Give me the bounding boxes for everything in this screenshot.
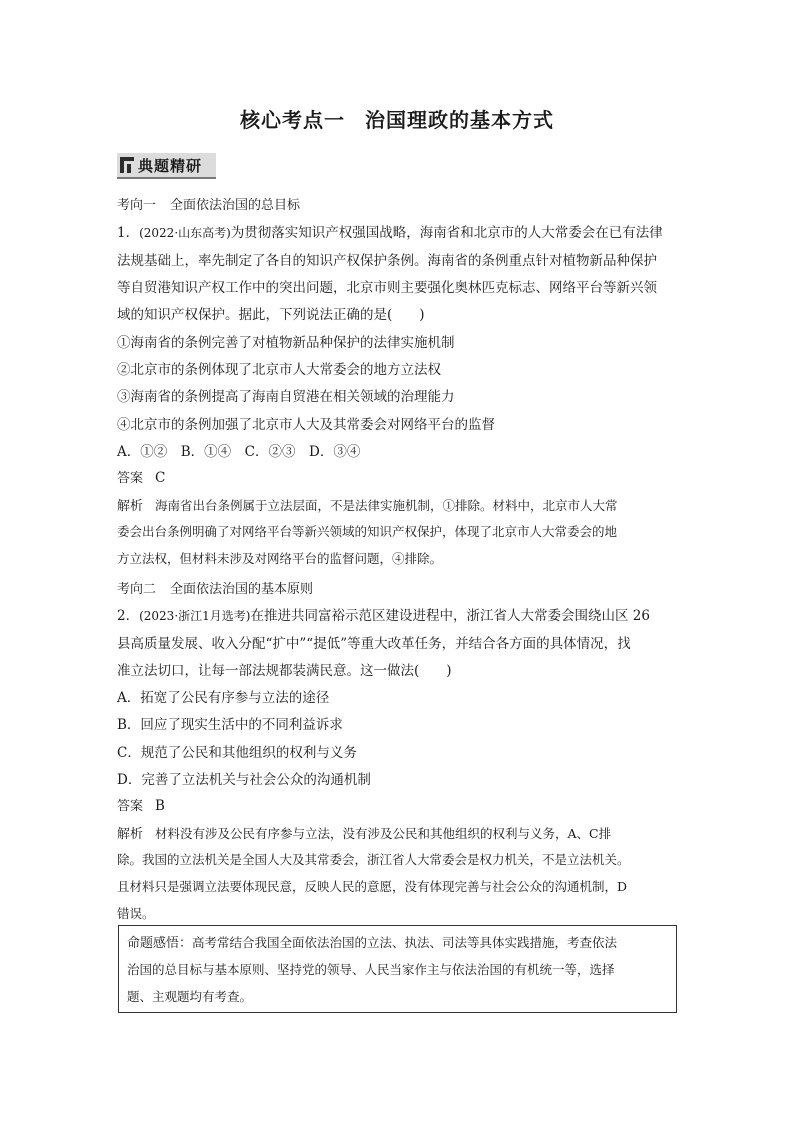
q2-heading: 考向二 全面依法治国的基本原则 (117, 582, 314, 597)
section-underline (117, 177, 216, 179)
q1-statement: ①海南省的条例完善了对植物新品种保护的法律实施机制 (117, 335, 455, 351)
q1-statement: ②北京市的条例体现了北京市人大常委会的地方立法权 (117, 362, 441, 378)
q1-statement: ③海南省的条例提高了海南自贸港在相关领域的治理能力 (117, 389, 455, 405)
title-part2: 治国理政的基本方式 (365, 108, 554, 132)
q1-number: 1． (117, 225, 140, 241)
q1-stem-line: 域的知识产权保护。据此，下列说法正确的是( ) (117, 307, 425, 323)
q2-analysis-line: 除。我国的立法机关是全国人大及其常委会，浙江省人大常委会是权力机关，不是立法机关。 (117, 852, 630, 867)
q1-stem-line: 法规基础上，率先制定了各自的知识产权保护条例。海南省的条例重点针对植物新品种保护 (117, 253, 657, 269)
q2-source: (2023·浙江1月选考) (139, 609, 251, 623)
q1-answer: 答案 C (117, 470, 166, 486)
q1-stem-line: 1．(2022·山东高考)为贯彻落实知识产权强国战略，海南省和北京市的人大常委会在已有法律 (117, 225, 663, 241)
q1-options: A．①② B．①④ C．②③ D．③④ (117, 444, 361, 460)
q2-analysis-line: 解析 材料没有涉及公民有序参与立法，没有涉及公民和其他组织的权利与义务，A、C排 (117, 826, 612, 842)
q1-analysis-line: 方立法权，但材料未涉及对网络平台的监督问题，④排除。 (117, 551, 443, 566)
insight-label: 命题感悟： (127, 936, 193, 951)
q2-option: D．完善了立法机关与社会公众的沟通机制 (117, 772, 371, 788)
page-title (0, 104, 794, 133)
q2-analysis-line: 且材料只是强调立法要体现民意，反映人民的意愿，没有体现完善与社会公众的沟通机制，D (117, 879, 628, 894)
q2-answer: 答案 B (117, 798, 165, 814)
q2-option: B．回应了现实生活中的不同利益诉求 (117, 717, 343, 733)
q1-analysis-line: 委会出台条例明确了对网络平台等新兴领域的知识产权保护，体现了北京市人大常委会的地 (117, 524, 618, 539)
q1-heading: 考向一 全面依法治国的总目标 (117, 198, 301, 213)
q2-stem-line: 准立法切口，让每一部法规都装满民意。这一做法( ) (117, 663, 452, 679)
section-label: 典题精研 (138, 157, 203, 175)
q2-stem-line: 县高质量发展、收入分配“扩中”“提低”等重大改革任务，并结合各方面的具体情况，找 (117, 636, 631, 652)
q1-analysis-line: 解析 海南省出台条例属于立法层面，不是法律实施机制，①排除。材料中，北京市人大常 (117, 498, 618, 514)
q2-stem-line: 2．(2023·浙江1月选考)在推进共同富裕示范区建设进程中，浙江省人大常委会围绕山区 26 (117, 608, 650, 624)
section-marker-icon (120, 157, 134, 173)
q1-stem-line: 等自贸港知识产权工作中的突出问题，北京市则主要强化奥林匹克标志、网络平台等新兴领 (117, 280, 657, 296)
title-part1: 核心考点一 (240, 108, 345, 132)
insight-line: 命题感悟：高考常结合我国全面依法治国的立法、执法、司法等具体实践措施，考查依法 (127, 935, 618, 951)
q1-source: (2022·山东高考) (139, 226, 231, 240)
q2-option: C．规范了公民和其他组织的权利与义务 (117, 745, 357, 761)
insight-line: 题、主观题均有考查。 (127, 989, 253, 1004)
q2-analysis-line: 错误。 (117, 906, 155, 921)
q1-statement: ④北京市的条例加强了北京市人大及其常委会对网络平台的监督 (117, 417, 495, 433)
insight-box (118, 925, 677, 1013)
insight-line: 治国的总目标与基本原则、坚持党的领导、人民当家作主与依法治国的有机统一等，选择 (127, 962, 615, 977)
q2-option: A．拓宽了公民有序参与立法的途径 (117, 690, 330, 706)
section-header (117, 153, 677, 177)
q2-number: 2． (117, 608, 140, 624)
